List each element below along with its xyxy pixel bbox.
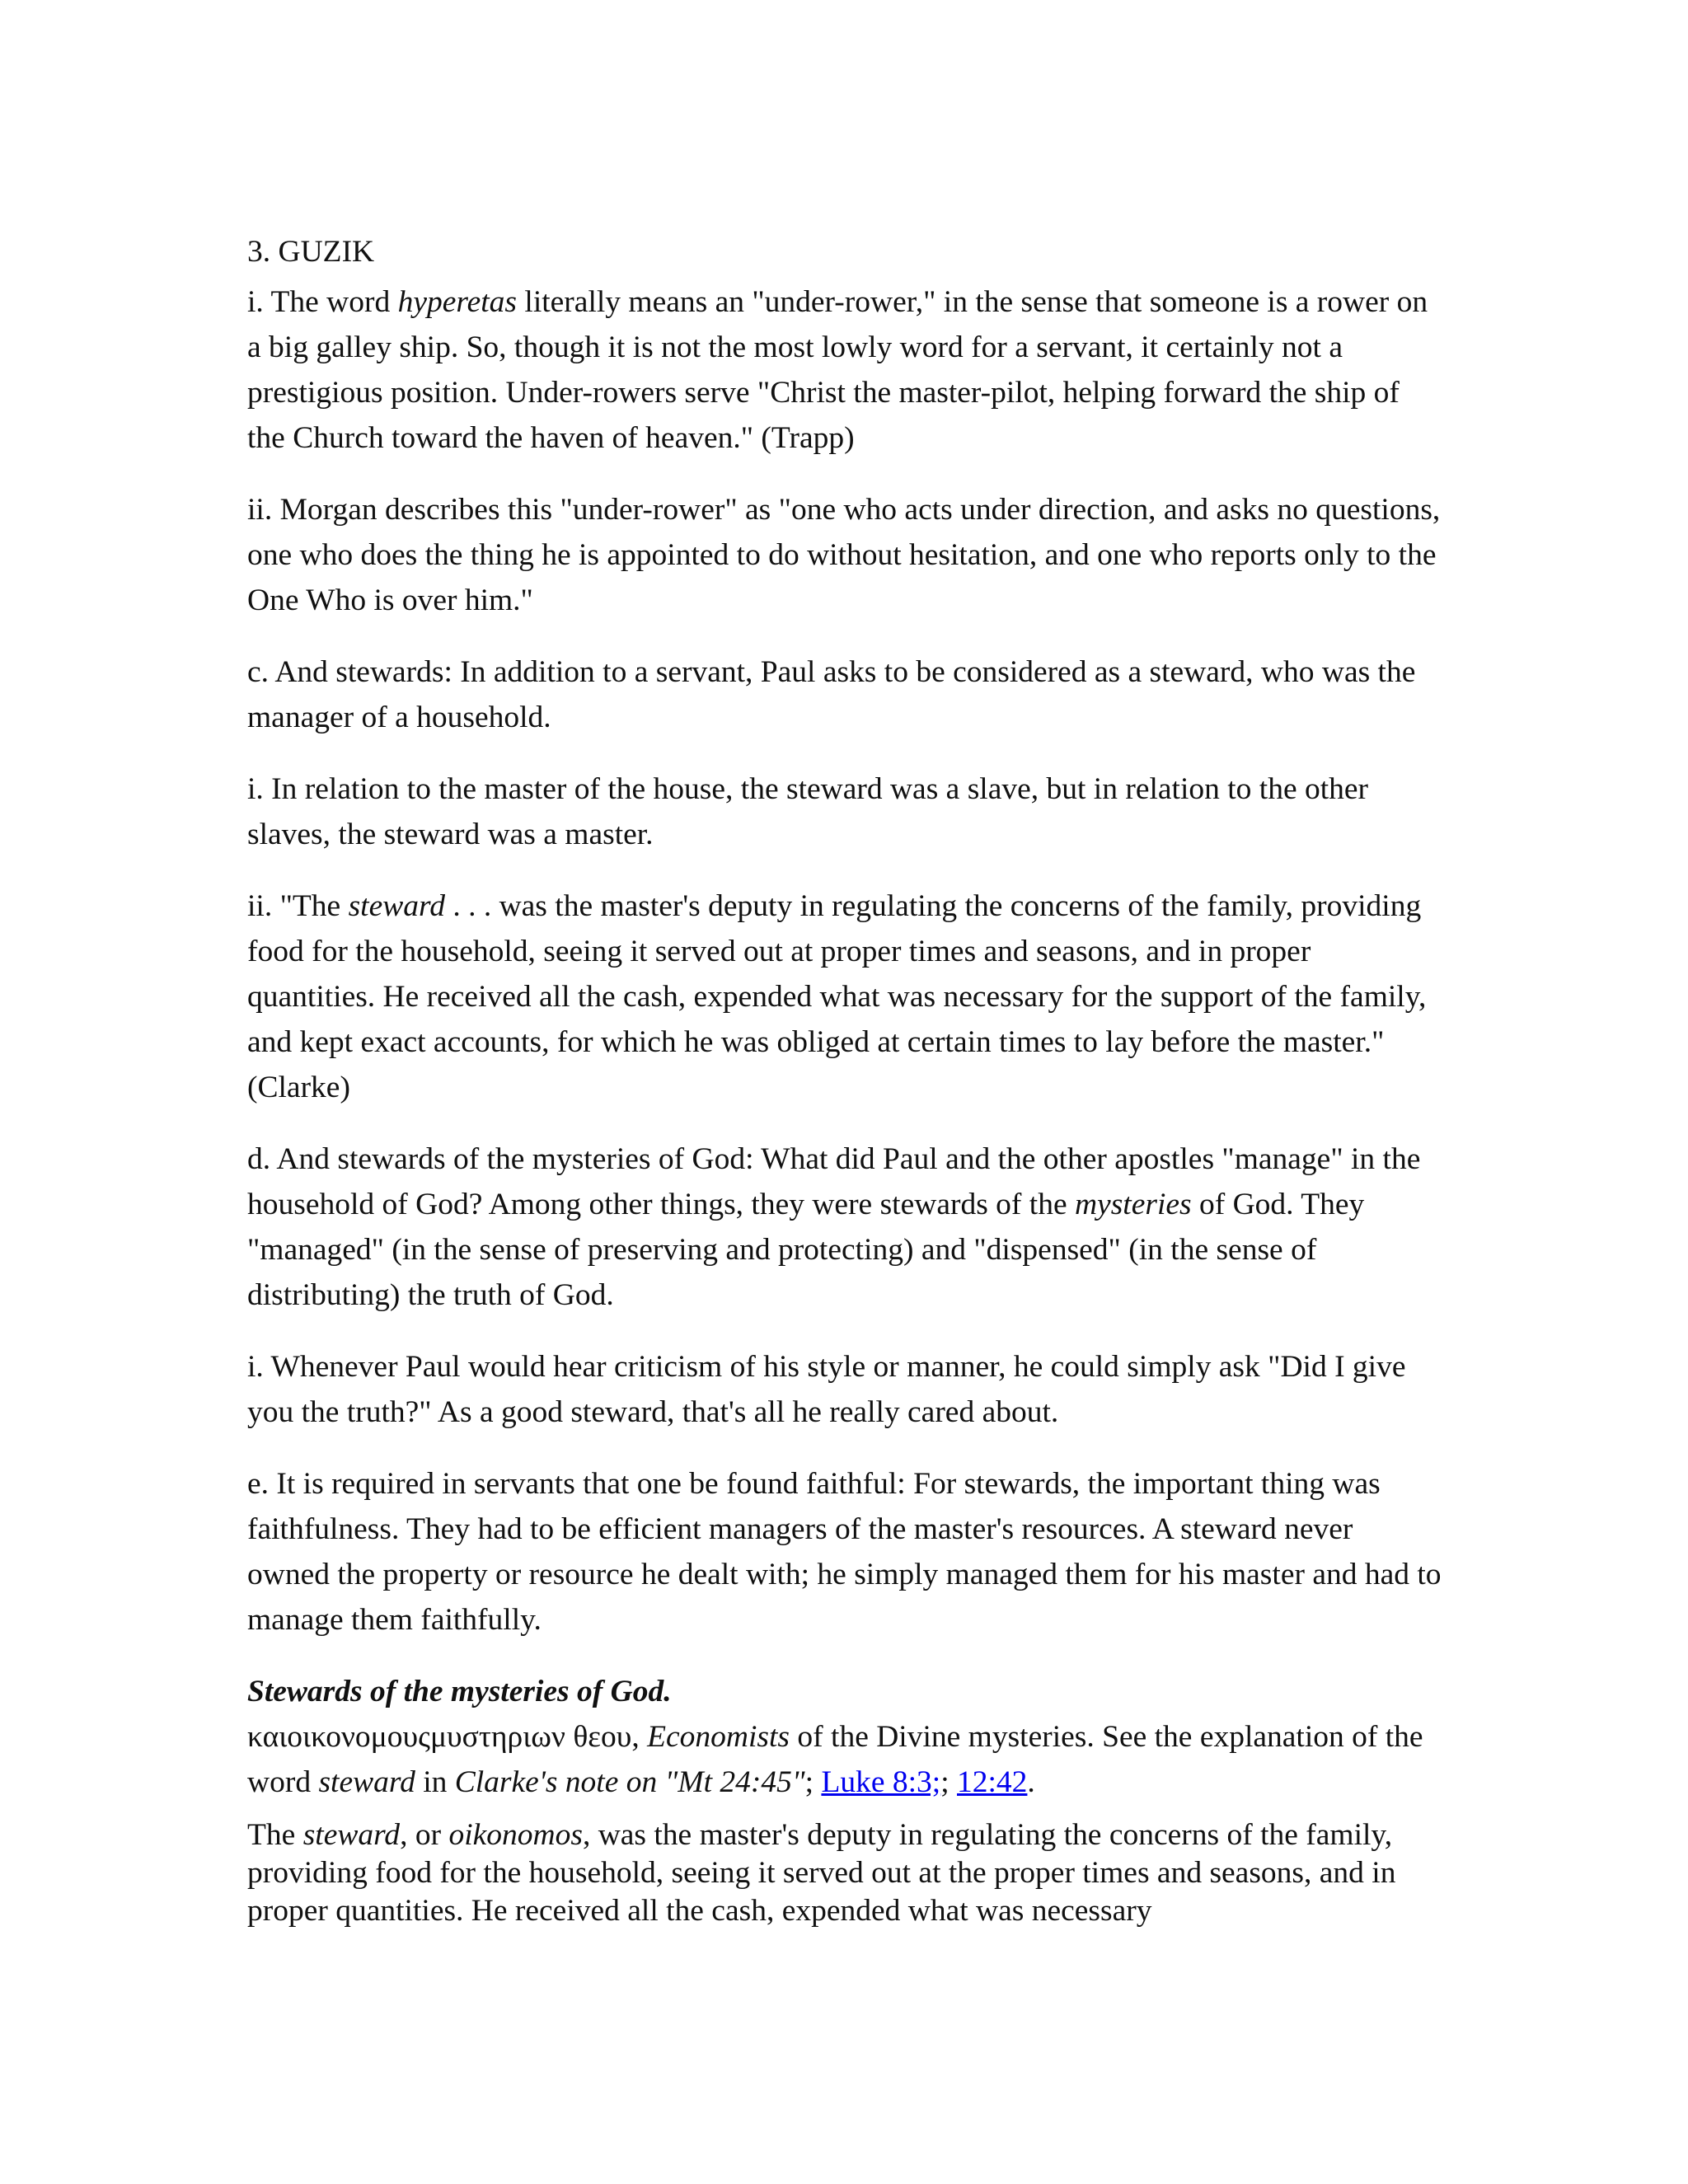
clarke-paragraph-2: [247, 1816, 1442, 1930]
text: .: [1027, 1765, 1035, 1799]
text: of God. They "managed" (in the sense of preserving and protecting) and "dispensed" (in the sense of distributing) the truth of God.: [247, 1188, 1365, 1312]
paragraph-relation: i. In relation to the master of the house, the steward was a slave, but in relation to the other slaves, the steward was a master.: [247, 772, 1369, 851]
link-12-42[interactable]: 12:42: [957, 1765, 1028, 1799]
note-reference: Clarke's note on "Mt 24:45": [454, 1765, 805, 1799]
emphasis: Economists: [647, 1720, 790, 1754]
paragraph-morgan: ii. Morgan describes this "under-rower" as "one who acts under direction, and asks no questions, one who does the thing he is appointed to do without hesitation, and one who reports only to the One Who is over him.": [247, 493, 1441, 617]
paragraph-stewards: c. And stewards: In addition to a servant, Paul asks to be considered as a steward, who was the manager of a household.: [247, 655, 1416, 734]
document-page: [247, 229, 1442, 1930]
paragraph-hyperetas: [247, 279, 1442, 461]
clarke-paragraph-1: [247, 1714, 1442, 1805]
text: i. The word: [247, 285, 398, 319]
emphasis: steward: [302, 1818, 401, 1852]
separator: ;: [804, 1765, 822, 1799]
section-heading: 3. GUZIK: [247, 235, 375, 269]
separator: ;: [940, 1765, 957, 1799]
emphasis: hyperetas: [397, 285, 518, 319]
emphasis: oikonomos: [448, 1818, 583, 1852]
paragraph-steward-quote: [247, 883, 1442, 1110]
text: . . . was the master's deputy in regulating the concerns of the family, providing food for the household, seeing it served out at proper times and seasons, and in proper quantities. He received all the cash, expended what was necessary for the support of the family, and kept exact accounts, for which he was obliged at certain times to lay before the master." (Clarke): [247, 889, 1427, 1104]
text: The: [247, 1818, 303, 1852]
text: , was the master's deputy in regulating the concerns of the family, providing food for the household, seeing it served out at the proper times and seasons, and in proper quantities. He received all the cash, expended what was necessary: [247, 1818, 1396, 1928]
emphasis: steward: [318, 1765, 415, 1799]
emphasis: steward: [348, 889, 445, 923]
emphasis: mysteries: [1074, 1188, 1192, 1221]
text: ii. "The: [247, 889, 349, 923]
text: , or: [400, 1818, 449, 1852]
greek-text: καιοικονομουςμυστηριων θεου,: [247, 1720, 648, 1754]
paragraph-faithful: e. It is required in servants that one be found faithful: For stewards, the important thing was faithfulness. They had to be efficient managers of the master's resources. A steward never owned the property or resource he dealt with; he simply managed them for his master and had to manage them faithfully.: [247, 1467, 1442, 1637]
text: in: [415, 1765, 455, 1799]
text: d. And stewards of the mysteries of God: What did Paul and the other apostles "manage" in the household of God? Among other things, they were stewards of the: [247, 1142, 1421, 1221]
text: literally means an "under-rower," in the sense that someone is a rower on a big galley ship. So, though it is not the most lowly word for a servant, it certainly not a prestigious position. Under-rowers serve "Christ the master-pilot, helping forward the ship of the Church toward the haven of heaven." (Trapp): [247, 285, 1428, 455]
link-luke-8-3[interactable]: Luke 8:3;: [821, 1765, 941, 1799]
text: of the Divine mysteries. See the explanation of the word: [247, 1720, 1423, 1799]
paragraph-mysteries: [247, 1137, 1442, 1318]
paragraph-criticism: i. Whenever Paul would hear criticism of his style or manner, he could simply ask "Did I give you the truth?" As a good steward, that's all he really cared about.: [247, 1350, 1406, 1429]
clarke-heading: Stewards of the mysteries of God.: [247, 1675, 672, 1708]
